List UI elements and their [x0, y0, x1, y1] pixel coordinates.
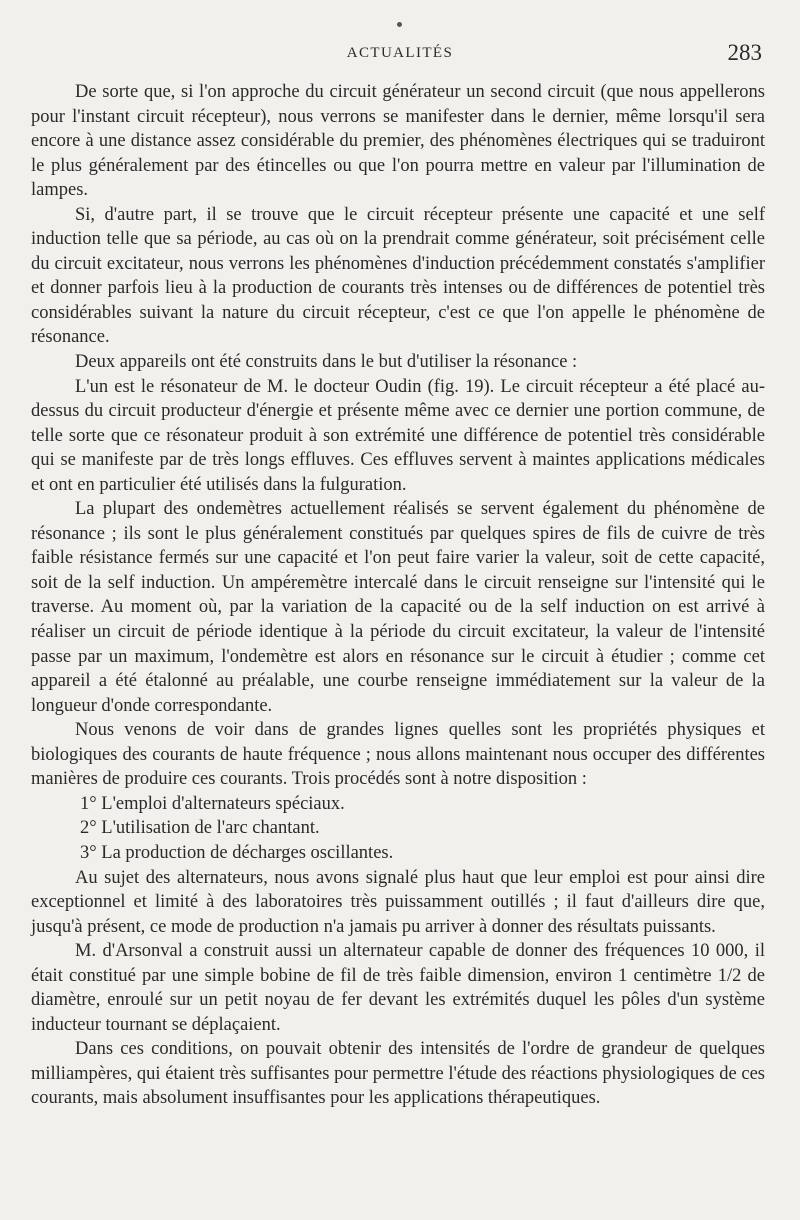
paragraph: De sorte que, si l'on approche du circuit générateur un second circuit (que nous appellerons pour l'instant circuit récepteur), nous verrons se manifester dans le dernier, même lorsqu'il sera encore à une distance assez considérable du premier, des phénomènes électriques qui se traduiront le plus généralement par des étincelles ou que l'on pourra mettre en valeur par l'illumination de lampes.	[31, 82, 765, 201]
page-number: 283	[727, 40, 762, 65]
list-item: 2° L'utilisation de l'arc chantant.	[80, 818, 320, 839]
paragraph: Si, d'autre part, il se trouve que le circuit récepteur présente une capacité et une self induction telle que sa période, au cas où on la prendrait comme générateur, soit précisément celle du circuit excitateur, nous verrons les phénomènes d'induction précédemment constatés s'amplifier et donner parfois lieu à la production de courants très intenses ou de différences de potentiel très considérables suivant la nature du circuit récepteur, c'est ce que l'on appelle le phénomène de résonance.	[31, 204, 765, 348]
list-item: 3° La production de décharges oscillantes.	[80, 842, 394, 863]
paragraph: M. d'Arsonval a construit aussi un alternateur capable de donner des fréquences 10 000, il était constitué par une simple bobine de fil de très faible dimension, environ 1 centimètre 1/2 de diamètre, enroulé sur un petit noyau de fer devant les extrémités duquel les pôles d'un système inducteur tournant se déplaçaient.	[31, 941, 765, 1035]
body-text	[31, 80, 765, 1111]
printer-mark	[397, 22, 402, 27]
paragraph: La plupart des ondemètres actuellement réalisés se servent également du phénomène de résonance ; ils sont le plus généralement constitués par quelques spires de fils de cuivre de très faible résistance fermés sur une capacité et l'on peut faire varier la valeur, soit de cette capacité, soit de la self induction. Un ampéremètre intercalé dans le circuit renseigne sur l'intensité qui le traverse. Au moment où, par la variation de la capacité ou de la self induction on est arrivé à réaliser un circuit de période identique à la période du circuit excitateur, la valeur de l'intensité passe par un maximum, l'ondemètre est alors en résonance sur le circuit à étudier ; comme cet appareil a été étalonné au préalable, une courbe renseigne immédiatement sur la valeur de la longueur d'onde correspondante.	[31, 499, 765, 716]
paragraph: Au sujet des alternateurs, nous avons signalé plus haut que leur emploi est pour ainsi dire exceptionnel et limité à des laboratoires très puissamment outillés ; il faut d'ailleurs dire que, jusqu'à présent, ce mode de production n'a jamais pu arriver à donner des résultats puissants.	[31, 867, 765, 937]
running-title: ACTUALITÉS	[346, 45, 454, 61]
paragraph: Dans ces conditions, on pouvait obtenir des intensités de l'ordre de grandeur de quelques milliampères, qui étaient très suffisantes pour permettre l'étude des réactions physiologiques de ces courants, mais absolument insuffisantes pour les applications thérapeutiques.	[31, 1039, 765, 1109]
paragraph: Nous venons de voir dans de grandes lignes quelles sont les propriétés physiques et biologiques des courants de haute fréquence ; nous allons maintenant nous occuper des différentes manières de produire ces courants. Trois procédés sont à notre disposition :	[31, 720, 765, 790]
paragraph: L'un est le résonateur de M. le docteur Oudin (fig. 19). Le circuit récepteur a été placé au-dessus du circuit producteur d'énergie et présente même avec ce dernier une portion commune, de telle sorte que ce résonateur produit à son extrémité une différence de potentiel très considérable qui se manifeste par de très longs effluves. Ces effluves servent à maintes applications médicales et ont en particulier été utilisés dans la fulguration.	[31, 376, 765, 495]
paragraph: Deux appareils ont été construits dans le but d'utiliser la résonance :	[75, 352, 578, 373]
list-item: 1° L'emploi d'alternateurs spéciaux.	[80, 793, 345, 814]
